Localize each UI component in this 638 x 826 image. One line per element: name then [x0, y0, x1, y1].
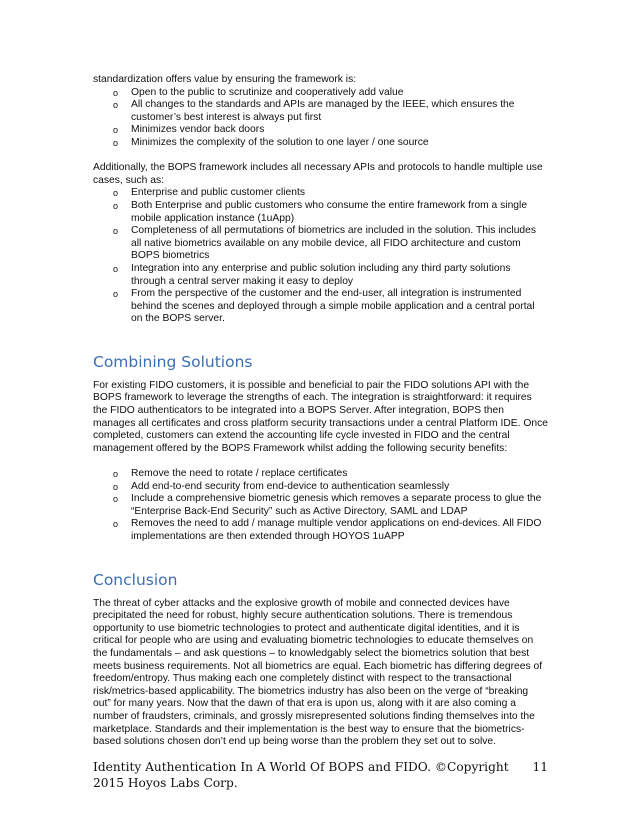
conclusion-paragraph: The threat of cyber attacks and the explosive growth of mobile and connected devices have precipitated the need for robust, highly secure authentication solutions. There is tremendous opportunity to use biometric technologies to protect and authenticate digital identities, and it is critical for people who are using and evaluating biometric technologies to educate themselves on the fundamentals – and ask questions – to knowledgably select the biometrics solution that best meets business requirements. Not all biometrics are equal. Each biometric has differing degrees of freedom/entropy. Thus making each one completely distinct with respect to the transactional risk/metrics-based applicability. The biometrics industry has also been on the verge of “breaking out” for many years. Now that the dawn of that era is upon us, along with it are also coming a number of fraudsters, criminals, and grossly misrepresented solutions finding themselves into the marketplace. Standards and their implementation is the best way to ensure that the biometrics-based solutions chosen don’t end up being worse than the problem they set out to solve. — [93, 597, 543, 748]
page-footer — [93, 759, 548, 791]
list-item: o Include a comprehensive biometric genesis which removes a separate process to glue the “Enterprise Back-End Security” such as Active Directory, SAML and LDAP — [131, 493, 548, 518]
list-item: o Enterprise and public customer clients — [131, 187, 548, 200]
list-item: o Add end-to-end security from end-device to authentication seamlessly — [131, 481, 548, 494]
list-item: o Minimizes the complexity of the solution to one layer / one source — [131, 137, 548, 150]
intro-paragraph: standardization offers value by ensuring the framework is: — [93, 74, 357, 85]
list-item: o Removes the need to add / manage multiple vendor applications on end-devices. All FIDO implementations are then extended through HOYOS 1uAPP — [131, 518, 548, 543]
intro-list — [93, 87, 548, 150]
usecases-paragraph: Additionally, the BOPS framework includes all necessary APIs and protocols to handle multiple use cases, such as: — [93, 162, 543, 186]
list-item: o All changes to the standards and APIs are managed by the IEEE, which ensures the customer’s best interest is always put first — [131, 99, 548, 124]
spacer — [93, 455, 548, 468]
list-item: o Both Enterprise and public customers who consume the entire framework from a single mobile application instance (1uApp) — [131, 200, 548, 225]
list-item: o Completeness of all permutations of biometrics are included in the solution. This includes all native biometrics available on any mobile device, all FIDO architecture and custom BOPS biometrics — [131, 225, 548, 263]
list-item: o Open to the public to scrutinize and cooperatively add value — [131, 87, 548, 100]
combining-solutions-heading: Combining Solutions — [93, 352, 253, 371]
footer-text: Identity Authentication In A World Of BOPS and FIDO. ©Copyright 2015 Hoyos Labs Corp. — [93, 760, 509, 790]
combining-benefits-list — [93, 468, 548, 544]
list-item: o Remove the need to rotate / replace certificates — [131, 468, 548, 481]
conclusion-heading: Conclusion — [93, 570, 178, 589]
page-content — [93, 74, 548, 749]
list-item: o From the perspective of the customer and the end-user, all integration is instrumented behind the scenes and deployed through a simple mobile application and a central portal on the BOPS server. — [131, 288, 548, 326]
list-item: o Integration into any enterprise and public solution including any third party solutions through a central server making it easy to deploy — [131, 263, 548, 288]
combining-paragraph: For existing FIDO customers, it is possible and beneficial to pair the FIDO solutions API with the BOPS framework to leverage the strengths of each. The integration is straightforward: it requires the FIDO authenticators to be integrated into a BOPS Server. After integration, BOPS then manages all certificates and cross platform security transactions under a central Platform IDE. Once completed, customers can extend the accounting life cycle invested in FIDO and the central management offered by the BOPS Framework whilst adding the following security benefits: — [93, 379, 548, 454]
usecases-list — [93, 187, 548, 326]
page-number: 11 — [532, 760, 548, 774]
list-item: o Minimizes vendor back doors — [131, 124, 548, 137]
spacer — [93, 150, 548, 163]
